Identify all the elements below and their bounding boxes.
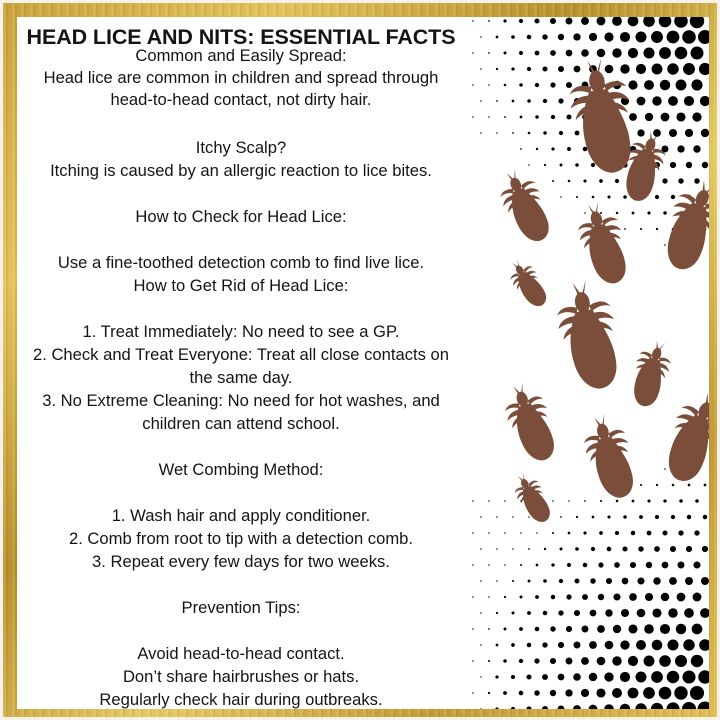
wet-combing-line-1: 1. Wash hair and apply conditioner.	[111, 506, 371, 525]
section-heading-itch: Itchy Scalp?	[195, 138, 287, 157]
louse-icon	[653, 172, 709, 276]
section-heading-treat: How to Get Rid of Head Lice:	[133, 276, 349, 295]
content-panel	[17, 17, 709, 709]
louse-icon	[624, 336, 677, 410]
treat-line-5: children can attend school.	[142, 414, 340, 433]
treat-line-3: the same day.	[189, 368, 293, 387]
gold-frame	[3, 3, 717, 717]
prevention-line-3: Regularly check hair during outbreaks.	[99, 690, 383, 709]
wet-combing-line-2: 2. Comb from root to tip with a detection comb.	[68, 529, 413, 548]
spread-line-2: head-to-head contact, not dirty hair.	[110, 90, 372, 109]
section-heading-check: How to Check for Head Lice:	[135, 207, 347, 226]
check-line-1: Use a fine-toothed detection comb to find live lice.	[57, 253, 425, 272]
wet-combing-line-3: 3. Repeat every few days for two weeks.	[92, 552, 390, 571]
treat-line-4: 3. No Extreme Cleaning: No need for hot washes, and	[42, 391, 440, 410]
louse-icon	[492, 163, 557, 248]
section-heading-prevention: Prevention Tips:	[181, 598, 301, 617]
treat-line-1: 1. Treat Immediately: No need to see a GP.	[82, 322, 400, 341]
prevention-line-2: Don’t share hairbrushes or hats.	[122, 667, 360, 686]
louse-icon	[497, 377, 562, 467]
louse-icon	[503, 254, 552, 312]
spread-line-1: Head lice are common in children and spread through	[43, 68, 439, 87]
louse-icon	[572, 198, 634, 289]
louse-icon	[551, 276, 626, 394]
louse-icon	[508, 468, 556, 528]
itch-line-1: Itching is caused by an allergic reaction to lice bites.	[50, 161, 432, 180]
treat-line-2: 2. Check and Treat Everyone: Treat all close contacts on	[33, 345, 449, 364]
louse-icon	[564, 55, 639, 178]
page-title: HEAD LICE AND NITS: ESSENTIAL FACTS	[26, 25, 456, 49]
section-heading-spread: Common and Easily Spread:	[135, 46, 347, 65]
louse-icon	[577, 410, 640, 504]
louse-icon	[653, 384, 709, 488]
prevention-line-1: Avoid head-to-head contact.	[137, 644, 345, 663]
section-heading-wet-combing: Wet Combing Method:	[158, 460, 324, 479]
